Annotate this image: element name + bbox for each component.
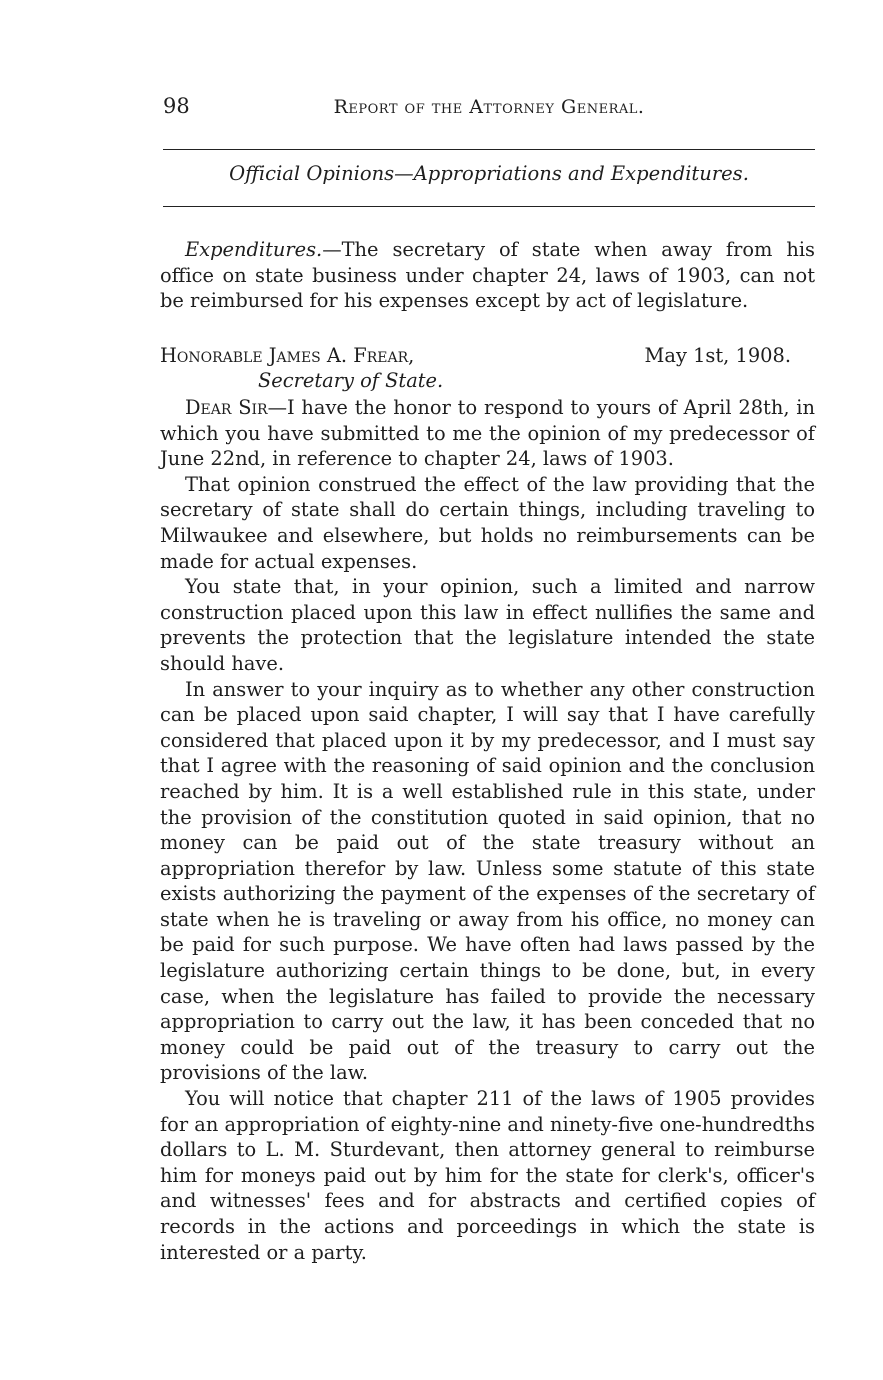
- paragraph-text: —I have the honor to respond to yours of April 28th, in which you have submitted to me the opinion of my predecessor of June 22nd, in reference to chapter 24, laws of 1903.: [160, 396, 815, 471]
- address-block: [160, 343, 815, 393]
- page-number: 98: [163, 94, 190, 118]
- bottom-rule-divider: [163, 206, 815, 207]
- letter-paragraph: You will notice that chapter 211 of the laws of 1905 provides for an appropriation of eighty-nine and ninety-five one-hundredths dollars to L. M. Sturdevant, then attorney general to reimburse him for moneys paid out by him for the state for clerk's, officer's and witnesses' fees and for abstracts and certified copies of records in the actions and porceedings in which the state is interested or a party.: [160, 1087, 815, 1264]
- letter-body: [160, 395, 815, 1265]
- letter-paragraph: [160, 395, 815, 472]
- addressee-title: Secretary of State.: [258, 369, 444, 392]
- syllabus-catchword: Expenditures.: [185, 238, 323, 261]
- running-head: Report of the Attorney General.: [333, 96, 645, 118]
- salutation: Dear Sir: [185, 396, 268, 419]
- syllabus-paragraph: [160, 237, 815, 314]
- syllabus-text: —The secretary of state when away from his office on state business under chapter 24, laws of 1903, can not be reimbursed for his expenses except by act of legislature.: [160, 238, 815, 313]
- letter-date: May 1st, 1908.: [644, 344, 791, 367]
- addressee-name: Honorable James A. Frear,: [160, 344, 415, 367]
- top-rule-divider: [163, 149, 815, 150]
- letter-paragraph: In answer to your inquiry as to whether any other construction can be placed upon said chapter, I will say that I have carefully considered that placed upon it by my predecessor, and I must say that I agree with the reasoning of said opinion and the conclusion reached by him. It is a well established rule in this state, under the provision of the constitution quoted in said opinion, that no money can be paid out of the state treasury without an appropriation therefor by law. Unless some statute of this state exists authorizing the payment of the expenses of the secretary of state when he is traveling or away from his office, no money can be paid for such purpose. We have often had laws passed by the legislature authorizing certain things to be done, but, in every case, when the legislature has failed to provide the necessary appropriation to carry out the law, it has been conceded that no money could be paid out of the treasury to carry out the provisions of the law.: [160, 677, 815, 1085]
- section-title: Official Opinions—Appropriations and Expenditures.: [229, 162, 749, 185]
- letter-paragraph: That opinion construed the effect of the law providing that the secretary of state shall do certain things, including traveling to Milwaukee and elsewhere, but holds no reimbursements can be made for actual expenses.: [160, 472, 815, 573]
- page-header: [163, 94, 815, 124]
- letter-paragraph: You state that, in your opinion, such a limited and narrow construction placed upon this law in effect nullifies the same and prevents the protection that the legislature intended the state should have.: [160, 575, 815, 675]
